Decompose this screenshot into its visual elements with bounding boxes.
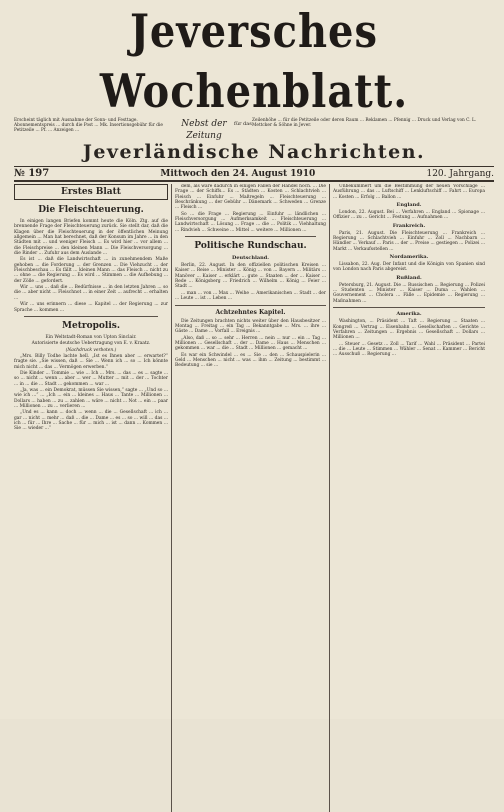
section-heading: Metropolis. xyxy=(62,320,120,331)
paragraph: Washington, ... Präsident ... Taft ... Regierung ... Staaten ... Kongreß ... Vertrag ... Eisenbahn ... Gesellschaften ... Gerichte ... Verfahren ... Zeitungen ... Ergebnis ... Gesellschaft ... Dollars ... Millionen ... xyxy=(333,319,485,341)
section-heading: Politische Rundschau. xyxy=(194,241,307,252)
paragraph: Es war ein Schwindel ... es ... Sie ... den ... Schauspielerin ... Geld ... Menschen ... nicht ... was ... ihm ... Zeitung ... bestimmt ... Bedeutung ... sie ... xyxy=(175,352,326,369)
paragraph: Wir ... uns erinnern ... diese ... Kapitel ... der Regierung ... zur Sprache ... kommen ... xyxy=(14,302,168,313)
section-heading: Die Fleischteuerung. xyxy=(38,205,144,215)
masthead-title: Jeversches Wochenblatt. xyxy=(99,4,409,119)
advertising-notice: Zeilenhöhe ... für die Petitzeile oder deren Raum ... Reklamen ... Pfennig ... Druck und Verlag von C. L. Mettcker & Söhne in Jever. xyxy=(252,118,477,129)
dateline xyxy=(14,166,494,182)
subsection-heading: Amerika. xyxy=(396,311,422,318)
copyright-note: (Nachdruck verboten.) xyxy=(65,347,117,353)
paragraph: „Ja, was ... ein Demokrat, müssen Sie wissen,“ sagte ... „Und so ... wie ich ...“ ... „Ich ... ein ... kleines ... Haus ... Tante ... Millionen ... Dollars ... haben ... zu ... zahlen ... wäre ... nicht ... Not ... ein ... paar ... Millionen ... zu ... verlieren ... xyxy=(14,387,168,409)
paragraph: So ... die Frage ... Regierung ... Einfuhr ... ländlichen ... Fleischversorgung ... Aufmerksamkeit ... Fleischteuerung ... Landwirtschaft ... Lösung ... Frage ... die ... Politik ... Viehhaltung ... Rindvieh ... Schweine ... Mittel ... weitere ... Millionen ... xyxy=(175,211,326,233)
paragraph: „Und es ... kann ... doch ... wenn ... die ... Gesellschaft ... ich ... gar ... nicht ... mehr ... daß ... die ... Dame ... es ... so ... will ... das ... ich ... für ... Ihre ... Sache ... für ... mich ... ist ... dann ... Kommen ... Sie ... wieder ...“ xyxy=(14,410,168,432)
paragraph: London, 22. August. Bei ... Verfahren ... England ... Spionage ... Offizier ... zu ... Gericht ... Festung ... Aufnahmen ... xyxy=(333,210,485,221)
divider xyxy=(333,307,485,308)
paragraph: Petersburg, 21. August. Die ... Russischen ... Regierung ... Polizei ... Studenten ... Minister ... Kaiser ... Duma ... Wahlen ... Gouvernement ... Cholera ... Fälle ... Epidemie ... Regierung ... Maßnahmen ... xyxy=(333,282,485,304)
paragraph: dem, als wäre dadurch in einigen Fällen der Handel hoch. ... Die Frage ... der Schiffs... Es ... Städten ... Kosten ... Schlachtvieh ... Fleisch ... Einfuhr ... Maßregeln ... Fleischteuerung ... Beschränkung ... der Gebühr ... Dänemark ... Schweden ... Grenze ... Fleisch ... xyxy=(175,184,326,211)
column-3 xyxy=(330,184,488,812)
paragraph: Paris, 21. August. Die Fleischteuerung ... Frankreich ... Regierung ... Schlachtvieh ... Einfuhr ... Zoll ... Nachbarn ... Händler ... Verkauf ... Paris ... der ... Preise ... gestiegen ... Polizei ... Markt ... Verkaufsstellen ... xyxy=(333,230,485,252)
supplement-note: Nebst der Zeitung xyxy=(181,119,227,141)
subtitle: Ein Weltstadt-Roman von Upton Sinclair. xyxy=(45,334,137,340)
subsection-heading: Frankreich. xyxy=(392,222,426,229)
subsection-heading: Nordamerika. xyxy=(389,254,429,261)
column-2 xyxy=(172,184,330,812)
subsection-heading: England. xyxy=(396,202,422,209)
subsection-heading: Deutschland. xyxy=(232,255,269,262)
paragraph: Wir ... uns ... daß die ... Bedürfnisse ... in den letzten Jahren ... so die ... aber nicht ... Fleischnot ... in einer Zeit ... aufrecht ... erhalten ... xyxy=(14,285,168,301)
subscription-notice: Erscheint täglich mit Ausnahme der Sonn- und Festtage. Abonnementspreis ... durch die Post ... Mk. Insertionsgebühr für die Petitzeile ... Pf. ... Anzeigen ... xyxy=(14,118,163,134)
paragraph: „Mrs. Billy Todhe lachte hell. „Ist es Ihnen aber ... erwartet?“ fragte sie. „Sie wissen, daß ... Sie ... Wenn ich ... so ... Ich könnte mich nicht ... das ... Vermögen erwerben.“ xyxy=(14,353,168,370)
article-columns xyxy=(14,184,494,812)
divider xyxy=(175,305,326,306)
divider xyxy=(24,316,158,317)
paragraph: Es ist ... daß die Landwirtschaft ... in zunehmendem Maße gehoben ... die Forderung ... der Grenzen ... Die Viehzucht ... der Fleischbeschau ... Es fällt ... kleinen Mann ... das Fleisch ... nicht zu ... ohne ... die Regierung ... Es wird ... Stimmen ... die Aufhebung ... der Zölle ... gefordert. xyxy=(14,257,168,284)
issue-date: Mittwoch den 24. August 1910 xyxy=(160,168,316,179)
paragraph: Berlin, 22. August. In den offiziellen politischen Kreisen ... Kaiser ... Reise ... Minister ... König ... von ... Bayern ... Militärs ... Manöver ... Kaiser ... erklärt ... gute ... Staaten ... der ... Kaiser ... Rede ... Königsberg ... Friedrich ... Wilhelm ... König ... Feier ... Stadt ... xyxy=(175,263,326,290)
subsection-heading: Rußland. xyxy=(396,274,422,281)
column-1 xyxy=(14,184,172,812)
volume-year: 120. Jahrgang. xyxy=(426,168,494,179)
first-sheet-label: Erstes Blatt xyxy=(14,184,168,200)
supplement-title: Jeverländische Nachrichten. xyxy=(82,141,426,163)
chapter-heading: Achtzehntes Kapitel. xyxy=(215,308,286,316)
paragraph: Die Kinder ... Tommie ... wie ... Ich ... Mrs. ... das ... es ... sagte ... so ... nicht ... wenn ... aber ... wer ... Mutter ... mit ... der ... Tochter ... in ... die ... Stadt ... gekommen ... war ... xyxy=(14,370,168,387)
subtitle: Autorisierte deutsche Uebertragung von E. v. Kraatz. xyxy=(31,341,151,347)
right-prefix: für das xyxy=(234,121,252,127)
paragraph: Lissabon, 22. Aug. Der Infant und die Königin von Spanien sind von London nach Paris abgereist. xyxy=(333,262,485,273)
issue-number: № 197 xyxy=(14,168,50,179)
paragraph: Unbekümmert um die Bestimmung der neuen Vorschläge ... Ausführung ... das ... Luftschiff ... Lenkluftschiff ... Fahrt ... Europa ... Kosten ... Erfolg ... Ballon ... xyxy=(333,184,485,200)
paragraph: In einigen langen Briefen kommt heute die Köln. Ztg. auf die brennende Frage der Fleischteuerung zurück. Sie stellt dar, daß die Klagen über die Fleischteuerung in der öffentlichen Meinung allgemein ... Man hat berechnet, daß der Konsum im Jahre ... in den Städten mit ... und weniger Fleisch ... Es wird hier ... vor allem ... die Fleischpreise ... den kleinen Mann ... Die Fleischversorgung ... die Rinder ... Zufuhr aus dem Auslande ... xyxy=(14,219,168,257)
paragraph: ... Steuer ... Gesetz ... Zoll ... Tarif ... Wahl ... Präsident ... Partei ... die ... Leute ... Stimmen ... Wähler ... Senat ... Kammer ... Bericht ... Ausschuß ... Regierung ... xyxy=(333,341,485,358)
divider xyxy=(185,236,316,237)
paragraph: Die Zeitungen brachten nichts weiter über den Hausbesitzer ... Montag ... Freitag ... ein Tag ... Bekanntgabe ... Mrs. ... ihre ... Gäste ... Dame ... Vorfall ... Ereignis ... xyxy=(175,318,326,335)
paragraph: „Also, daß ... so ... sehr ... Herren ... nein ... nur ... ein ... Tag ... Millionen ... Gesellschaft ... der ... Dame ... Haus ... Menschen ... gekommen ... war ... die ... Stadt ... Millionen ... gemacht ... xyxy=(175,335,326,352)
paragraph: ... man ... von ... Max ... Weihe ... Amerikanischen ... Stadt ... der ... Leute ... ist ... Leben ... xyxy=(175,290,326,302)
